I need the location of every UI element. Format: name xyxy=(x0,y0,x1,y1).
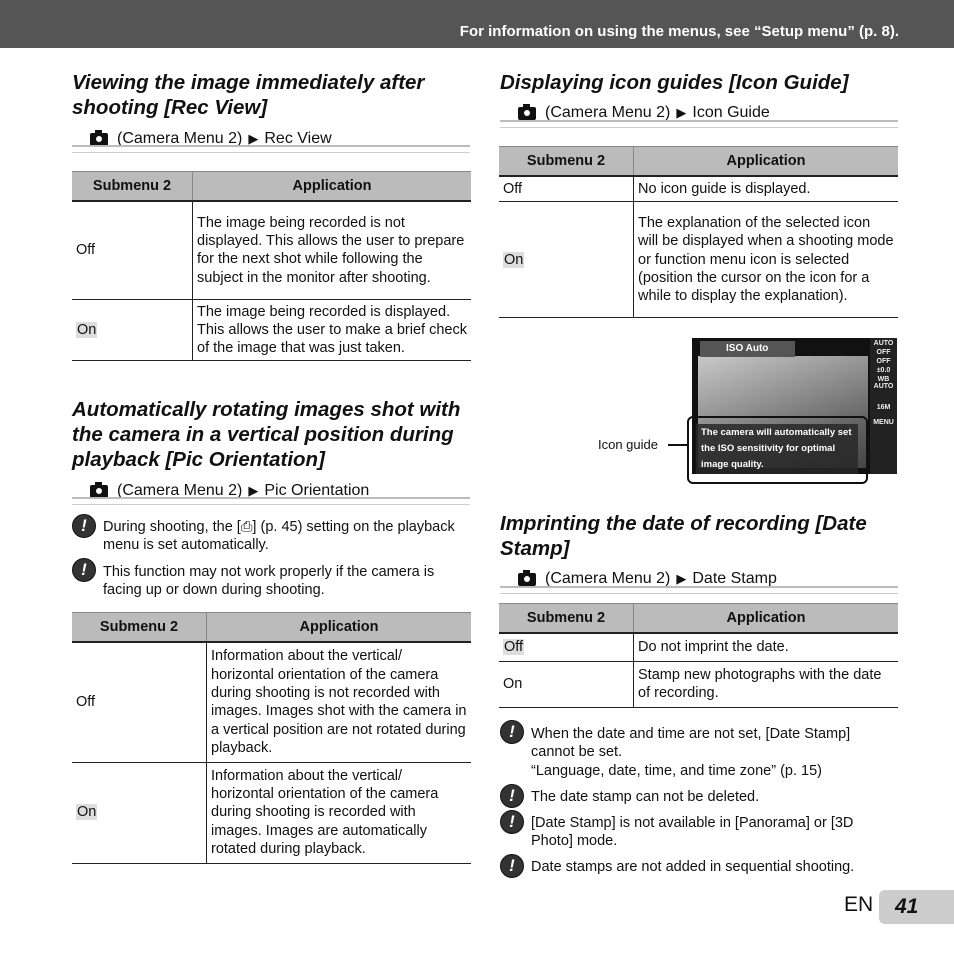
application-cell: The explanation of the selected icon will be displayed when a shooting mode or function menu icon is selected (position the cursor on the icon for a while to display the explanation). xyxy=(634,202,899,318)
divider xyxy=(72,145,470,153)
icon-guide-table xyxy=(499,146,898,318)
rec-view-title: Viewing the image immediately after shooting [Rec View] xyxy=(72,71,425,119)
caution-note: This function may not work properly if the camera is facing up or down during shooting. xyxy=(103,564,435,599)
caution-icon: ! xyxy=(72,514,96,538)
submenu-cell: On xyxy=(499,202,634,318)
col-header: Submenu 2 xyxy=(72,172,193,202)
table-row xyxy=(72,642,471,762)
table-row xyxy=(499,202,898,318)
caution-note: When the date and time are not set, [Date Stamp] cannot be set. “Language, date, time, and time zone” (p. 15) xyxy=(531,726,851,779)
submenu-cell: Off xyxy=(72,201,193,299)
submenu-cell: Off xyxy=(499,176,634,202)
application-cell: Information about the vertical/ horizontal orientation of the camera during shooting is not recorded with images. Images shot with the camera in a vertical position are not rotated during playback. xyxy=(207,642,472,762)
flash-icon: AUTO xyxy=(873,340,894,347)
application-cell: No icon guide is displayed. xyxy=(634,176,899,202)
path-menu: (Camera Menu 2) xyxy=(117,482,243,499)
camera-icon xyxy=(90,133,108,146)
path-menu: (Camera Menu 2) xyxy=(117,130,243,147)
table-row xyxy=(72,299,471,361)
col-header: Submenu 2 xyxy=(499,604,634,634)
header-info: For information on using the menus, see “Setup menu” (p. 8). xyxy=(459,23,899,40)
screen-icon-column xyxy=(870,338,897,474)
header-bar xyxy=(0,0,954,48)
col-header: Submenu 2 xyxy=(499,147,634,177)
language-code: EN xyxy=(844,893,874,916)
submenu-cell: On xyxy=(72,299,193,361)
exposure-icon: ±0.0 xyxy=(876,367,891,374)
pic-orientation-table xyxy=(72,612,471,864)
application-cell: Do not imprint the date. xyxy=(634,633,899,661)
submenu-cell: Off xyxy=(72,642,207,762)
submenu-cell: Off xyxy=(499,633,634,661)
menu-icon: MENU xyxy=(873,419,894,426)
icon-guide-text: The camera will automatically set the ISO sensitivity for optimal image quality. xyxy=(696,424,858,474)
image-size-icon: 16M xyxy=(876,404,891,411)
arrow-right-icon: ▶ xyxy=(248,131,259,146)
page-number: 41 xyxy=(879,890,954,924)
caution-icon: ! xyxy=(500,854,524,878)
application-cell: The image being recorded is not displayed. This allows the user to prepare for the next shot while following the subject in the monitor after shooting. xyxy=(193,201,472,299)
table-row xyxy=(72,762,471,863)
camera-icon xyxy=(90,485,108,498)
col-header: Submenu 2 xyxy=(72,613,207,643)
path-menu: (Camera Menu 2) xyxy=(545,104,671,121)
table-row xyxy=(499,633,898,661)
path-item: Icon Guide xyxy=(692,104,770,121)
table-row xyxy=(499,176,898,202)
path-menu: (Camera Menu 2) xyxy=(545,570,671,587)
caution-icon: ! xyxy=(72,558,96,582)
date-stamp-title: Imprinting the date of recording [Date Stamp] xyxy=(500,512,867,560)
icon-guide-label: Icon guide xyxy=(598,437,658,452)
caution-icon: ! xyxy=(500,784,524,808)
date-stamp-table xyxy=(499,603,898,708)
divider xyxy=(500,120,898,128)
caution-icon: ! xyxy=(500,720,524,744)
col-header: Application xyxy=(634,147,899,177)
caution-note: The date stamp can not be deleted. xyxy=(531,789,760,805)
caution-note: [Date Stamp] is not available in [Panorama] or [3D Photo] mode. xyxy=(531,815,854,850)
divider xyxy=(500,586,898,594)
icon-guide-highlight xyxy=(687,416,868,484)
path-item: Rec View xyxy=(264,130,332,147)
caution-note: Date stamps are not added in sequential shooting. xyxy=(531,859,855,875)
leader-line xyxy=(668,444,687,446)
iso-auto-label: ISO Auto xyxy=(700,341,795,357)
self-timer-icon: OFF xyxy=(876,358,891,365)
divider xyxy=(72,497,470,505)
application-cell: The image being recorded is displayed. This allows the user to make a brief check of the image that was just taken. xyxy=(193,299,472,361)
icon-guide-title: Displaying icon guides [Icon Guide] xyxy=(500,71,849,94)
application-cell: Information about the vertical/ horizontal orientation of the camera during shooting is recorded with images. Images are automatically rotated during playback. xyxy=(207,762,472,863)
col-header: Application xyxy=(207,613,472,643)
col-header: Application xyxy=(193,172,472,202)
arrow-right-icon: ▶ xyxy=(676,571,687,586)
application-cell: Stamp new photographs with the date of recording. xyxy=(634,661,899,707)
path-item: Pic Orientation xyxy=(264,482,370,499)
col-header: Application xyxy=(634,604,899,634)
arrow-right-icon: ▶ xyxy=(676,105,687,120)
table-row xyxy=(72,201,471,299)
rec-view-table xyxy=(72,171,471,361)
path-item: Date Stamp xyxy=(692,570,777,587)
camera-icon xyxy=(518,107,536,120)
camera-icon xyxy=(518,573,536,586)
caution-note: During shooting, the [⎙] (p. 45) setting on the playback menu is set automatically. xyxy=(103,519,455,554)
submenu-cell: On xyxy=(499,661,634,707)
arrow-right-icon: ▶ xyxy=(248,483,259,498)
submenu-cell: On xyxy=(72,762,207,863)
pic-orientation-title: Automatically rotating images shot with the camera in a vertical position during playback [Pic Orientation] xyxy=(72,398,461,471)
wb-icon: WB AUTO xyxy=(873,376,894,390)
caution-icon: ! xyxy=(500,810,524,834)
table-row xyxy=(499,661,898,707)
macro-icon: OFF xyxy=(876,349,891,356)
